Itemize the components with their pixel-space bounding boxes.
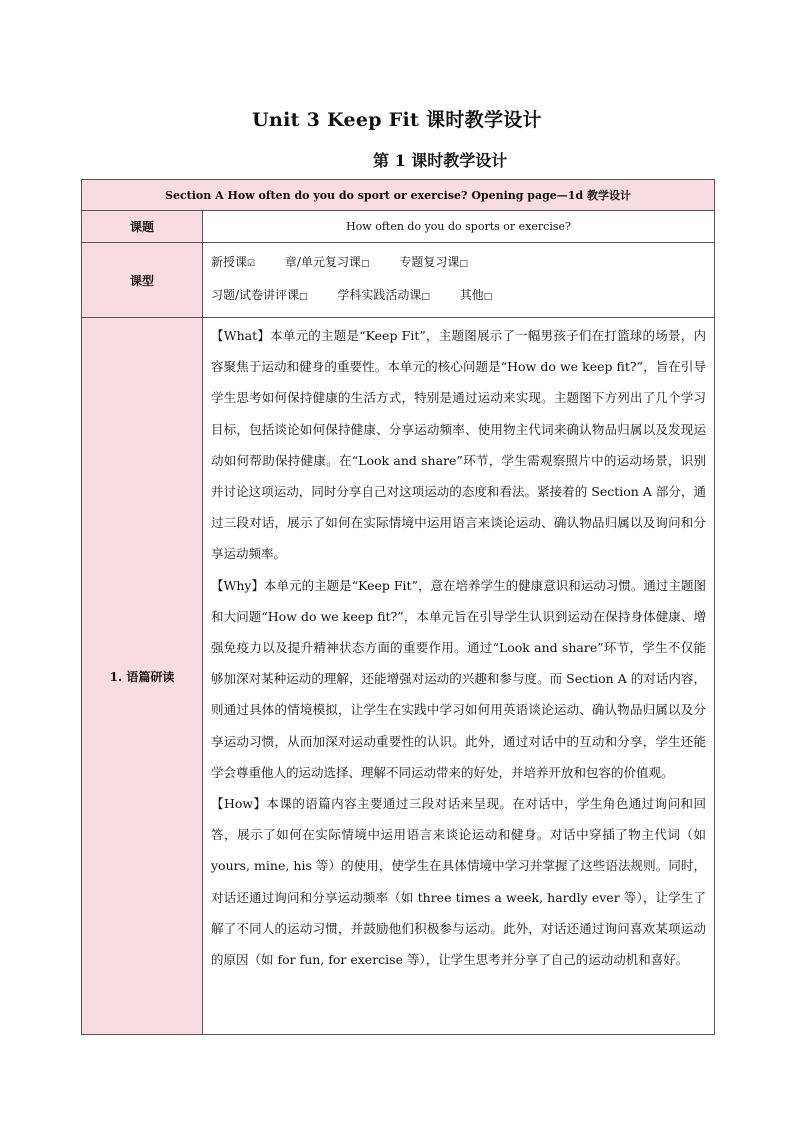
type-label: 课型	[129, 273, 154, 288]
checkbox-icon[interactable]: □	[360, 259, 370, 269]
type-option-practice-activity[interactable]	[337, 280, 430, 313]
checkbox-icon[interactable]: □	[483, 292, 493, 302]
type-options-cell	[203, 243, 715, 318]
checkbox-icon[interactable]: □	[421, 292, 430, 302]
option-label: 新授课	[211, 255, 248, 269]
type-option-new-lesson[interactable]	[211, 247, 255, 280]
reading-label: 1. 语篇研读	[109, 669, 175, 684]
type-option-unit-review[interactable]	[285, 247, 370, 280]
what-paragraph: 【What】本单元的主题是“Keep Fit”，主题图展示了一幅男孩子们在打篮球的场景，内容聚焦于运动和健身的重要性。本单元的核心问题是“How do we keep fit?”，旨在引导学生思考如何保持健康的生活方式，特别是通过运动来实现。主题图下方列出了几个学习目标，包括谈论如何保持健康、分享运动频率、使用物主代词来确认物品归属以及发现运动如何帮助保持健康。在“Look and share”环节，学生需观察照片中的运动场景，识别并讨论这项运动，同时分享自己对这项运动的态度和看法。紧接着的 Section A 部分，通过三段对话，展示了如何在实际情境中运用语言来谈论运动、确认物品归属以及询问和分享运动频率。	[211, 328, 706, 562]
type-option-topic-review[interactable]	[399, 247, 468, 280]
topic-value: How often do you do sports or exercise?	[346, 220, 571, 233]
reading-label-cell	[82, 318, 203, 1035]
option-label: 其他	[459, 288, 484, 302]
document-title: Unit 3 Keep Fit 课时教学设计	[252, 109, 542, 131]
section-title: Section A How often do you do sport or exercise? Opening page—1d 教学设计	[165, 189, 631, 202]
topic-label-cell	[82, 211, 203, 243]
checkbox-icon[interactable]: □	[459, 259, 468, 269]
document-subtitle: 第 1 课时教学设计	[373, 151, 508, 170]
type-option-other[interactable]	[460, 280, 493, 313]
why-paragraph: 【Why】本单元的主题是“Keep Fit”，意在培养学生的健康意识和运动习惯。通过主题图和大问题“How do we keep fit?”，本单元旨在引导学生认识到运动在保持身体健康、增强免疫力以及提升精神状态方面的重要作用。通过“Look and share”环节，学生不仅能够加深对某种运动的理解，还能增强对运动的兴趣和参与度。而 Section A 的对话内容，则通过具体的情境模拟，让学生在实践中学习如何用英语谈论运动、确认物品归属以及分享运动习惯，从而加深对运动重要性的认识。此外，通过对话中的互动和分享，学生还能学会尊重他人的运动选择、理解不同运动带来的好处，并培养开放和包容的价值观。	[211, 577, 706, 780]
type-label-cell	[82, 243, 203, 318]
section-title-cell	[82, 180, 715, 211]
type-options-line-1	[211, 247, 706, 280]
lesson-plan-table	[81, 179, 715, 1035]
type-option-exercise-review[interactable]	[211, 280, 308, 313]
checkbox-icon[interactable]: □	[299, 292, 308, 302]
topic-value-cell	[203, 211, 715, 243]
how-paragraph: 【How】本课的语篇内容主要通过三段对话来呈现。在对话中，学生角色通过询问和回答，展示了如何在实际情境中运用语言来谈论运动和健身。对话中穿插了物主代词（如 yours, mine, his 等）的使用，使学生在具体情境中学习并掌握了这些语法规则。同时，对话还通过询问和分享运动频率（如 three times a week, hardly ever 等），让学生了解了不同人的运动习惯，并鼓励他们积极参与运动。此外，对话还通过询问喜欢某项运动的原因（如 for fun, for exercise 等），让学生思考并分享了自己的运动动机和喜好。	[211, 796, 706, 968]
option-label: 专题复习课	[399, 255, 460, 269]
checked-box-icon[interactable]: ☑	[247, 259, 256, 269]
option-label: 章/单元复习课	[284, 255, 361, 269]
type-options-line-2	[211, 280, 706, 313]
reading-content-cell	[203, 318, 715, 1035]
option-label: 习题/试卷讲评课	[211, 288, 300, 302]
topic-label: 课题	[129, 220, 154, 234]
option-label: 学科实践活动课	[337, 288, 422, 302]
